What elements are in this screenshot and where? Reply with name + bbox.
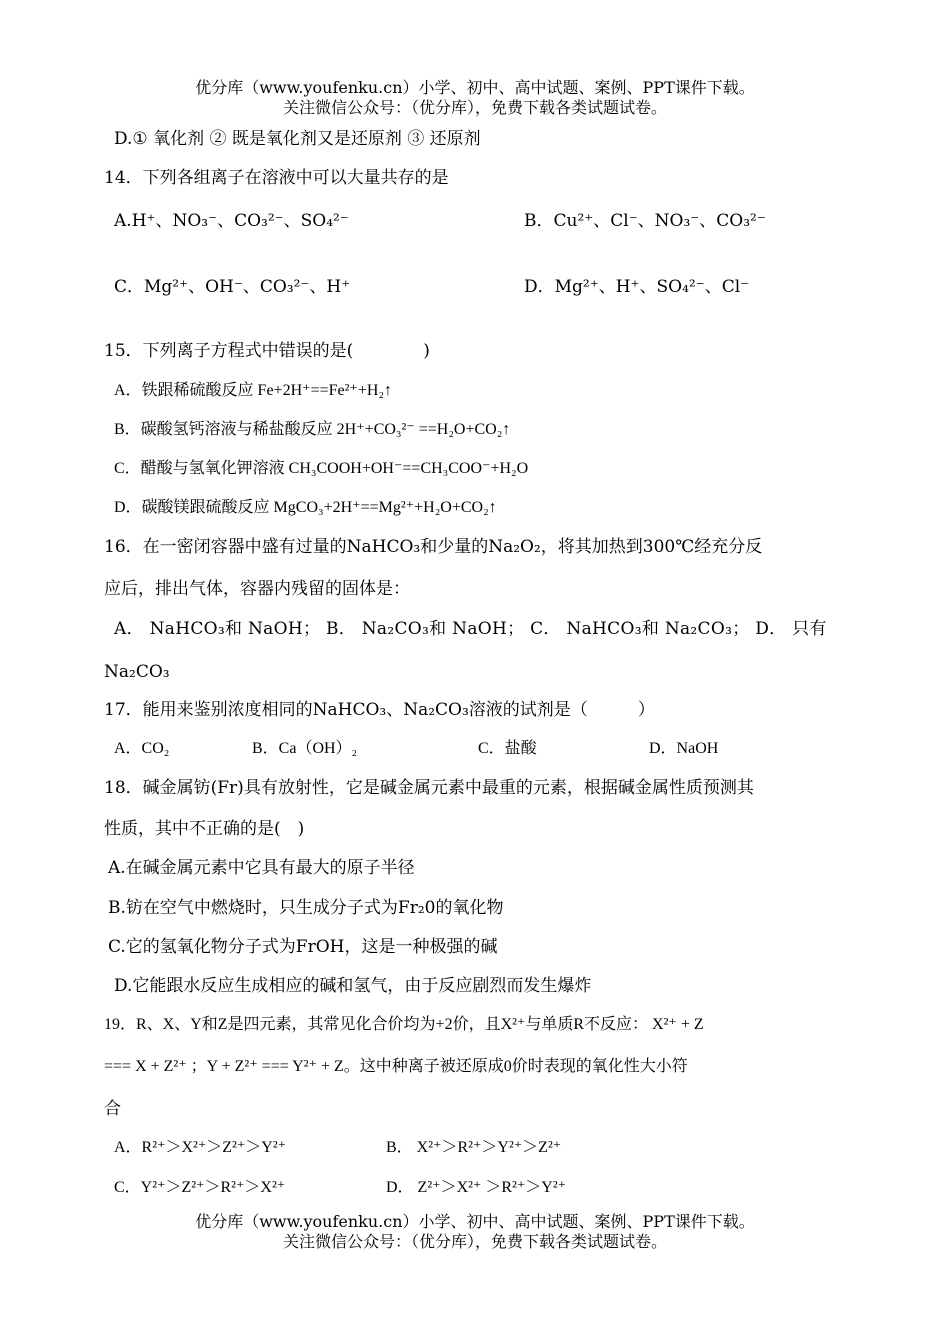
q18-stem-line-1: 18．碱金属钫(Fr)具有放射性，它是碱金属元素中最重的元素，根据碱金属性质预测其 xyxy=(104,778,754,798)
q19-option-d: D． Z²⁺＞X²⁺ ＞R²⁺＞Y²⁺ xyxy=(386,1179,567,1196)
q18-option-d: D.它能跟水反应生成相应的碱和氢气，由于反应剧烈而发生爆炸 xyxy=(114,976,592,996)
q15-option-b: B．碳酸氢钙溶液与稀盐酸反应 2H⁺+CO₃²⁻ ==H₂O+CO₂↑ xyxy=(114,421,511,438)
q17-option-d: D．NaOH xyxy=(649,740,719,757)
q17-stem xyxy=(104,699,655,721)
q16-options-cont: Na₂CO₃ xyxy=(104,662,170,682)
q18-option-b: B.钫在空气中燃烧时，只生成分子式为Fr₂0的氧化物 xyxy=(108,898,504,918)
q14-option-a-label: A. xyxy=(114,211,132,231)
q14-option-d-label: D． xyxy=(524,277,555,297)
footer-line-1: 优分库（www.youfenku.cn）小学、初中、高中试题、案例、PPT课件下载。 xyxy=(195,1212,755,1231)
q18-option-a: A.在碱金属元素中它具有最大的原子半径 xyxy=(108,858,415,878)
q18-option-c: C.它的氢氧化物分子式为FrOH，这是一种极强的碱 xyxy=(108,937,498,957)
q14-stem: 14．下列各组离子在溶液中可以大量共存的是 xyxy=(104,168,449,188)
q19-option-c: C．Y²⁺＞Z²⁺＞R²⁺＞X²⁺ xyxy=(114,1179,286,1196)
q13-option-d: D.① 氧化剂 ② 既是氧化剂又是还原剂 ③ 还原剂 xyxy=(114,129,481,149)
q19-stem-line-3: 合 xyxy=(104,1099,121,1119)
q14-option-c-label: C． xyxy=(114,277,145,297)
q18-stem-line-2: 性质，其中不正确的是( ) xyxy=(104,819,305,839)
q15-option-a: A．铁跟稀硫酸反应 Fe+2H⁺==Fe²⁺+H₂↑ xyxy=(114,382,393,399)
q14-option-d-text: Mg²⁺、H⁺、SO₄²⁻、Cl⁻ xyxy=(554,277,750,297)
q19-stem-line-1: 19．R、X、Y和Z是四元素，其常见化合价均为+2价，且X²⁺与单质R不反应： X²⁺ + Z xyxy=(104,1016,704,1033)
q16-stem-line-2: 应后，排出气体，容器内残留的固体是： xyxy=(104,579,410,599)
q16-options: A． NaHCO₃和 NaOH； B． Na₂CO₃和 NaOH； C． NaHCO₃和 Na₂CO₃； D． 只有 xyxy=(114,619,827,639)
q17-option-c: C．盐酸 xyxy=(478,740,537,757)
q19-stem-line-2: === X + Z²⁺ ；Y + Z²⁺ === Y²⁺ + Z。这中种离子被还原成0价时表现的氧化性大小符 xyxy=(104,1058,688,1075)
q16-stem-line-1: 16．在一密闭容器中盛有过量的NaHCO₃和少量的Na₂O₂，将其加热到300℃经充分反 xyxy=(104,537,763,557)
footer-line-2: 关注微信公众号：（优分库），免费下载各类试题试卷。 xyxy=(282,1232,667,1251)
q14-option-c-text: Mg²⁺、OH⁻、CO₃²⁻、H⁺ xyxy=(144,277,351,297)
header-line-1: 优分库（www.youfenku.cn）小学、初中、高中试题、案例、PPT课件下载。 xyxy=(195,78,755,97)
q14-option-b-label: B． xyxy=(524,211,554,231)
q15-stem-end: ) xyxy=(423,341,430,361)
q14-option-a xyxy=(114,210,349,232)
q15-stem-text: 15．下列离子方程式中错误的是( xyxy=(104,341,354,361)
q17-stem-end: ） xyxy=(637,700,655,720)
q15-option-c: C．醋酸与氢氧化钾溶液 CH₃COOH+OH⁻==CH₃COO⁻+H₂O xyxy=(114,460,529,477)
q17-option-a: A．CO₂ xyxy=(114,740,170,757)
q14-option-b-text: Cu²⁺、Cl⁻、NO₃⁻、CO₃²⁻ xyxy=(553,211,766,231)
q17-stem-text: 17．能用来鉴别浓度相同的NaHCO₃、Na₂CO₃溶液的试剂是（ xyxy=(104,700,588,720)
q19-option-a: A．R²⁺＞X²⁺＞Z²⁺＞Y²⁺ xyxy=(114,1139,287,1156)
q19-option-b: B． X²⁺＞R²⁺＞Y²⁺＞Z²⁺ xyxy=(386,1139,562,1156)
q14-option-d xyxy=(524,276,749,298)
q14-option-b xyxy=(524,210,766,232)
q14-option-a-text: H⁺、NO₃⁻、CO₃²⁻、SO₄²⁻ xyxy=(131,211,349,231)
header-line-2: 关注微信公众号：（优分库），免费下载各类试题试卷。 xyxy=(282,98,667,117)
q14-option-c xyxy=(114,276,350,298)
q15-option-d: D．碳酸镁跟硫酸反应 MgCO₃+2H⁺==Mg²⁺+H₂O+CO₂↑ xyxy=(114,499,497,516)
q17-option-b: B．Ca（OH）₂ xyxy=(252,740,358,757)
q15-stem xyxy=(104,340,430,362)
